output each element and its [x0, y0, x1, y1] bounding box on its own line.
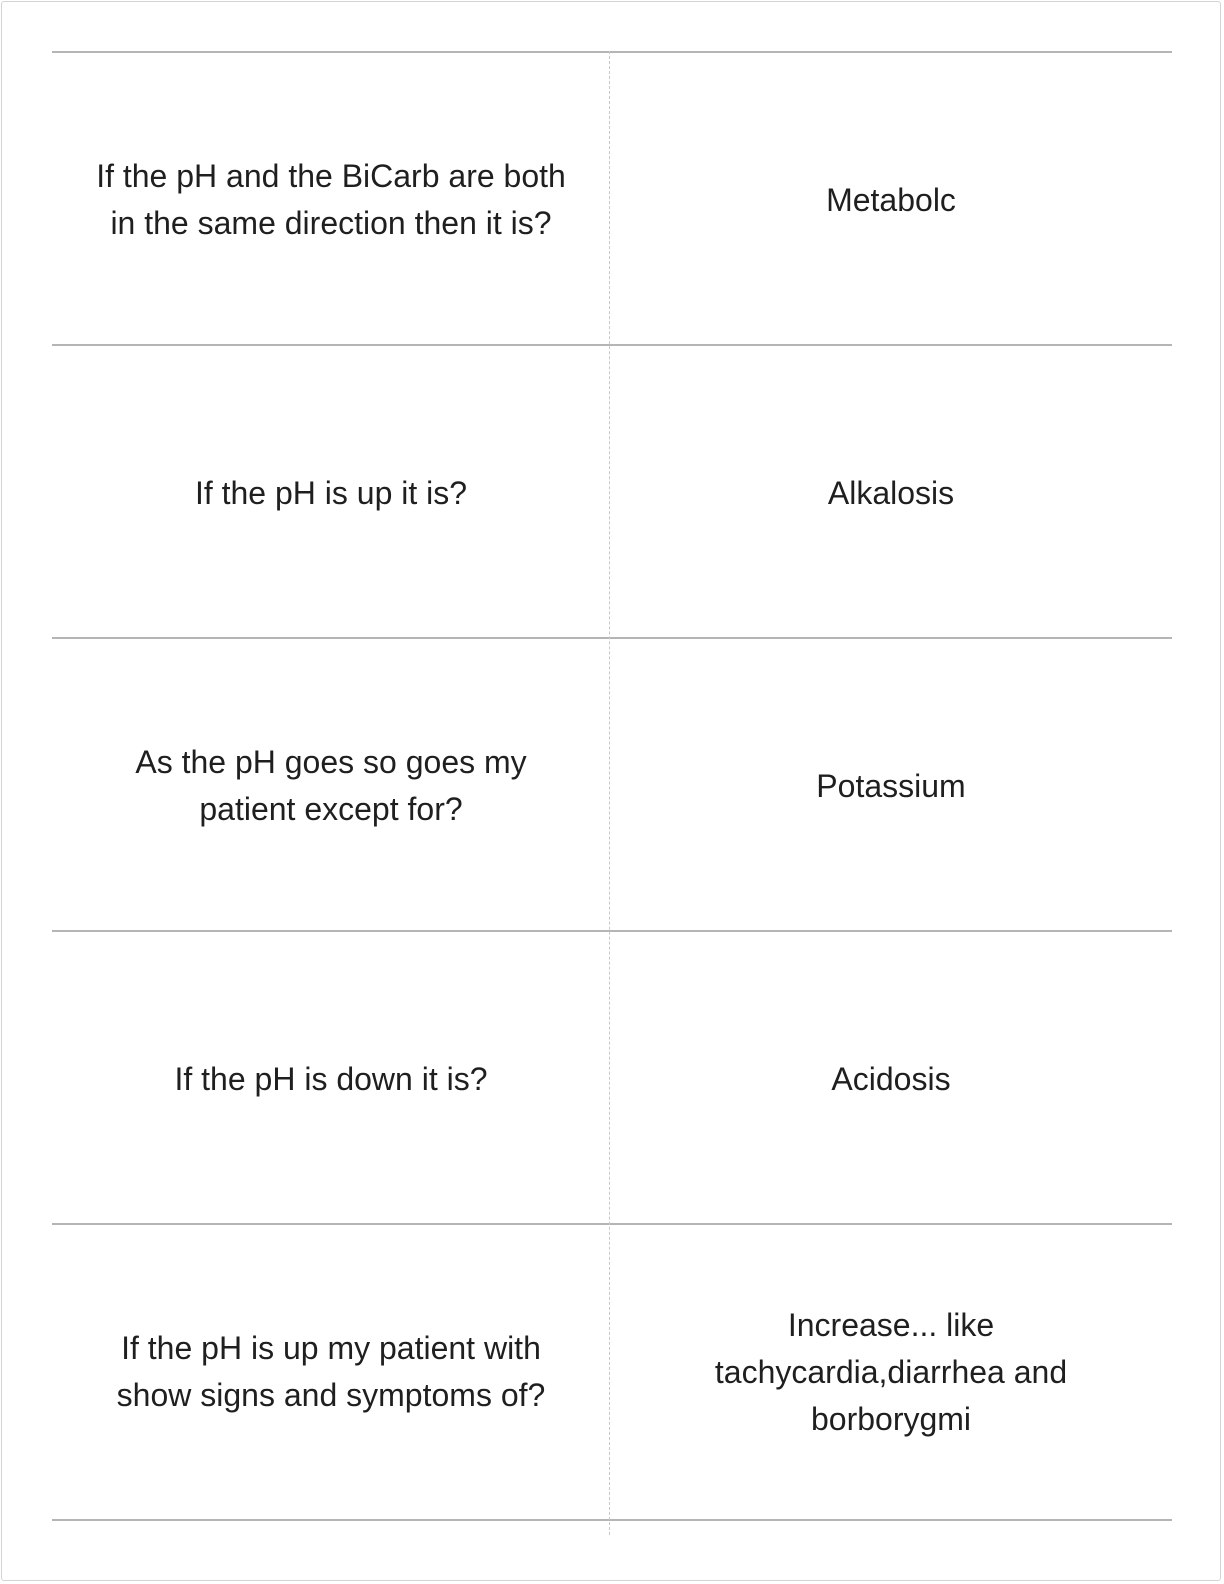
- flashcard-row-3: [52, 637, 1172, 933]
- card-back-2: [610, 346, 1172, 640]
- card-back-5: [610, 1225, 1172, 1519]
- card-front-2-line-1: If the pH is up it is?: [194, 474, 468, 511]
- card-back-4: [610, 932, 1172, 1226]
- card-front-1-line-1: If the pH and the BiCarb are both: [96, 158, 566, 194]
- card-front-5: [52, 1225, 610, 1519]
- card-back-4-line-1: Acidosis: [831, 1060, 951, 1097]
- card-front-2: [52, 346, 610, 640]
- card-front-5-line-2: show signs and symptoms of?: [116, 1377, 546, 1413]
- card-back-1: [610, 53, 1172, 347]
- card-back-3-line-1: Potassium: [816, 767, 966, 804]
- card-back-2-line-1: Alkalosis: [827, 474, 955, 511]
- card-front-3-line-2: patient except for?: [199, 791, 463, 827]
- flashcard-row-2: [52, 344, 1172, 640]
- card-back-5-line-3: borborygmi: [810, 1400, 972, 1437]
- flashcard-row-5: [52, 1223, 1172, 1521]
- card-front-3: [52, 639, 610, 933]
- card-back-5-line-1: Increase... like: [787, 1306, 995, 1343]
- card-front-1-line-2: in the same direction then it is?: [110, 205, 552, 241]
- card-back-3: [610, 639, 1172, 933]
- flashcard-row-4: [52, 930, 1172, 1226]
- card-front-3-line-1: As the pH goes so goes my: [135, 744, 527, 780]
- flashcard-row-1: [52, 51, 1172, 347]
- card-front-4: [52, 932, 610, 1226]
- card-front-1: [52, 53, 610, 347]
- card-back-5-line-2: tachycardia,diarrhea and: [714, 1353, 1068, 1390]
- fold-line-divider: [609, 51, 610, 1535]
- card-back-1-line-1: Metabolc: [826, 181, 956, 218]
- card-front-4-line-1: If the pH is down it is?: [174, 1060, 488, 1097]
- card-front-5-line-1: If the pH is up my patient with: [121, 1330, 541, 1366]
- flashcard-sheet: [52, 51, 1172, 1535]
